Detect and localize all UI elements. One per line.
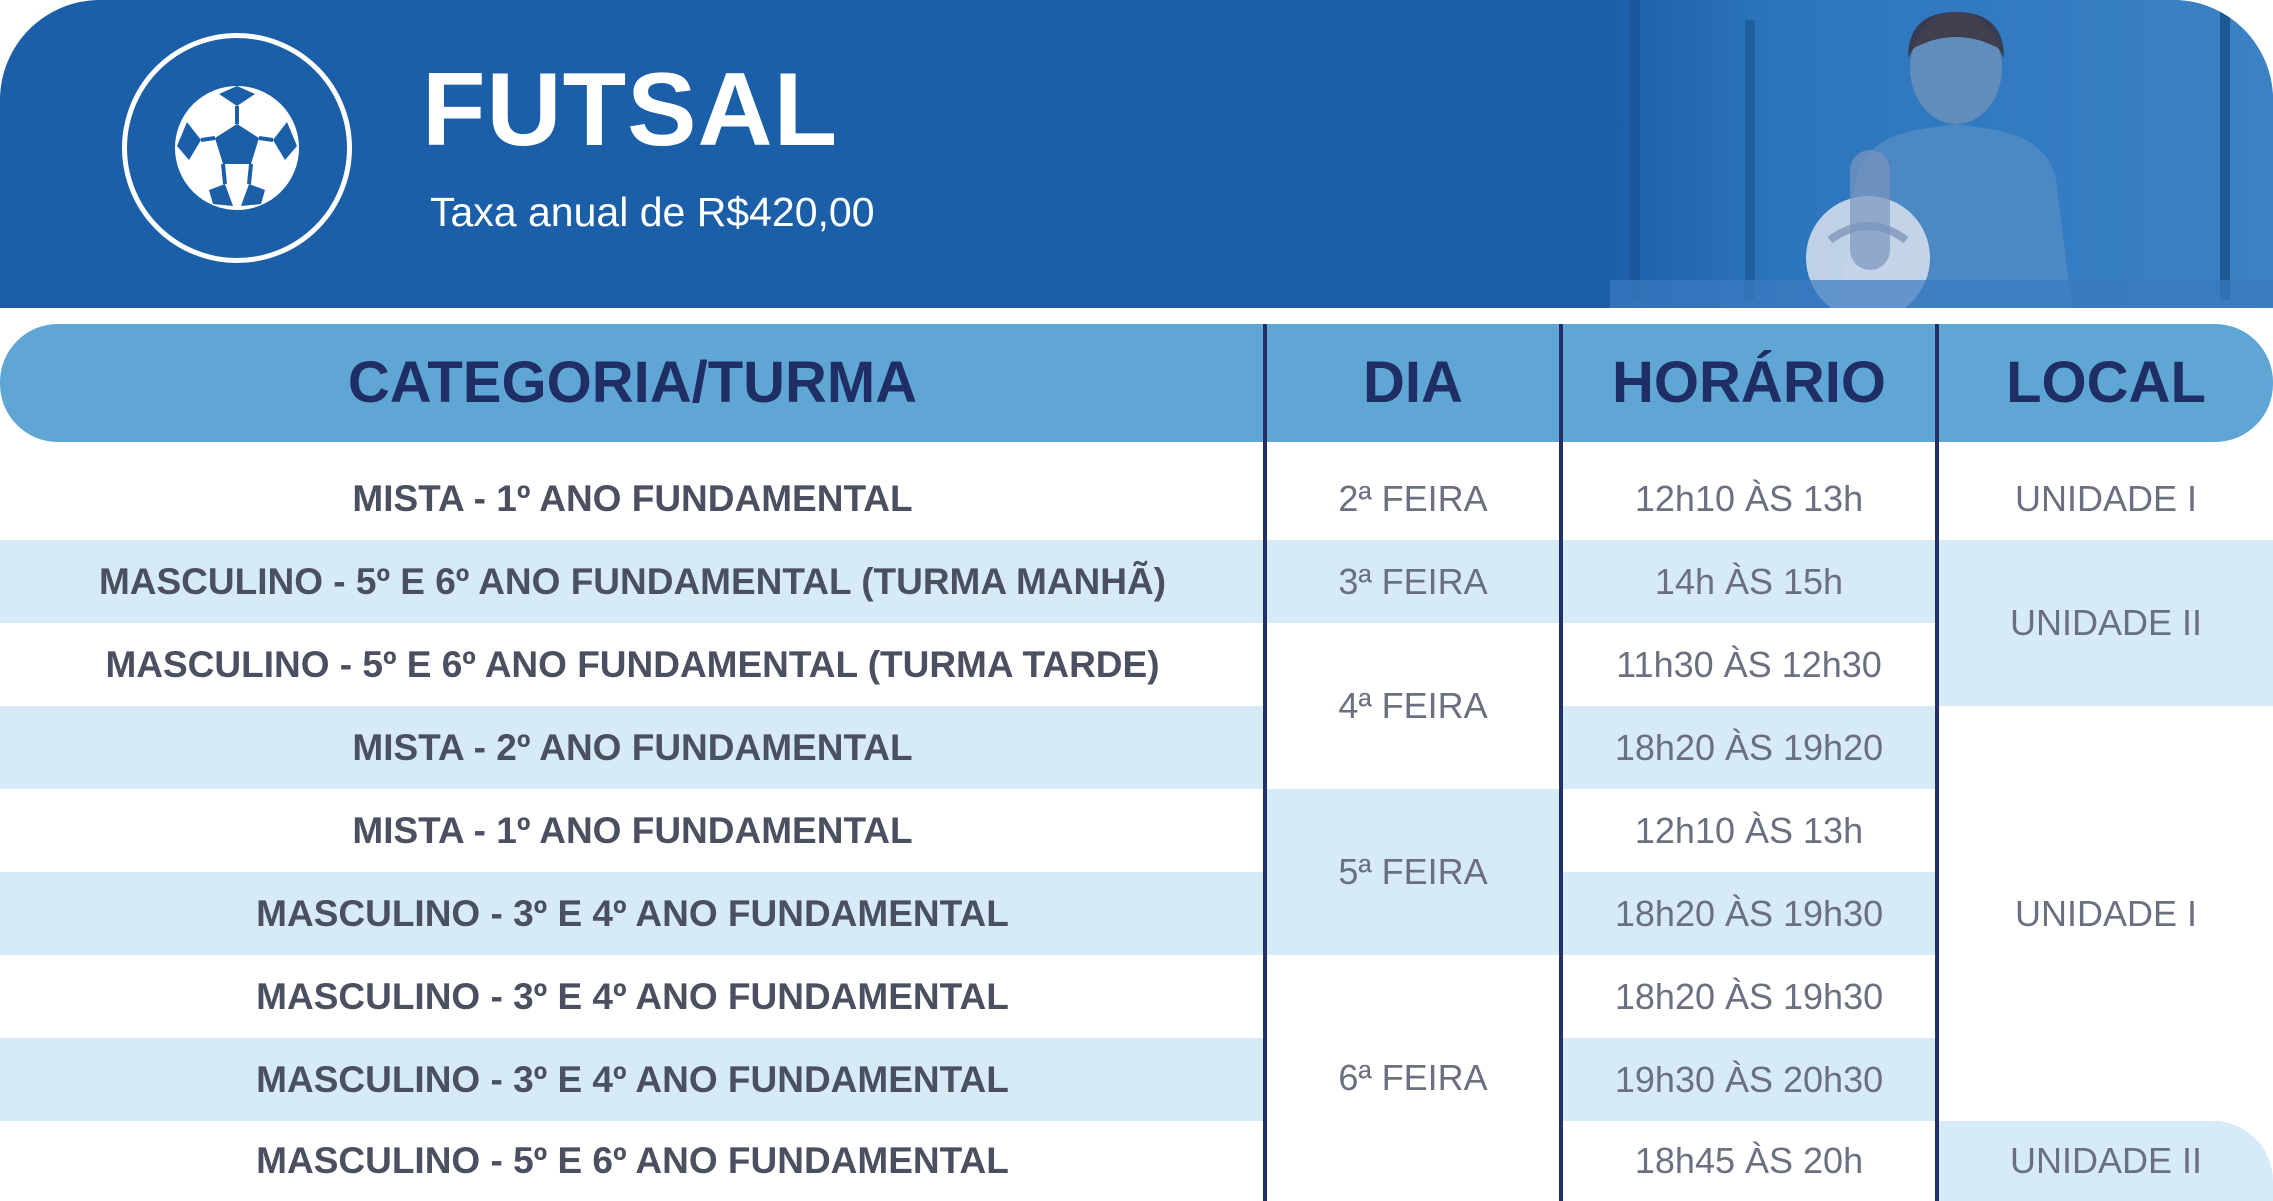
horario-cell: 18h20 ÀS 19h30 — [1563, 872, 1935, 955]
local-cell: UNIDADE I — [2014, 477, 2198, 519]
horario-cell: 19h30 ÀS 20h30 — [1563, 1038, 1935, 1121]
player-silhouette — [1760, 0, 2080, 308]
table-row-categoria: MISTA - 1º ANO FUNDAMENTAL — [352, 809, 913, 851]
table-row-categoria: MASCULINO - 3º E 4º ANO FUNDAMENTAL — [0, 872, 1265, 955]
column-header-local: LOCAL — [2006, 350, 2206, 415]
soccer-ball-icon — [169, 80, 305, 216]
table-row-categoria: MASCULINO - 5º E 6º ANO FUNDAMENTAL — [256, 1140, 1009, 1181]
dia-cell: 5ª FEIRA — [1267, 789, 1559, 955]
table-row-categoria: MISTA - 2º ANO FUNDAMENTAL — [0, 706, 1265, 789]
horario-cell: 12h10 ÀS 13h — [1634, 809, 1864, 851]
table-row-categoria: MISTA - 1º ANO FUNDAMENTAL — [352, 477, 913, 519]
soccer-ball-badge — [122, 33, 352, 263]
table-row-categoria: MASCULINO - 3º E 4º ANO FUNDAMENTAL — [256, 975, 1009, 1017]
table-row-categoria: MASCULINO - 3º E 4º ANO FUNDAMENTAL — [0, 1038, 1265, 1121]
table-row-categoria: MASCULINO - 5º E 6º ANO FUNDAMENTAL (TURMA MANHÃ) — [0, 540, 1265, 623]
header-banner — [0, 0, 2273, 308]
horario-cell: 12h10 ÀS 13h — [1634, 477, 1864, 519]
column-divider — [1559, 324, 1563, 1201]
dia-cell: 2ª FEIRA — [1338, 477, 1488, 519]
horario-cell: 18h45 ÀS 20h — [1634, 1140, 1864, 1181]
column-divider — [1935, 324, 1939, 1201]
horario-cell: 18h20 ÀS 19h30 — [1614, 975, 1884, 1017]
horario-cell: 18h20 ÀS 19h20 — [1563, 706, 1935, 789]
player-photo — [1610, 0, 2273, 308]
column-header-dia: DIA — [1363, 350, 1463, 415]
column-divider — [1263, 324, 1267, 1201]
dia-cell: 4ª FEIRA — [1338, 685, 1488, 726]
dia-cell: 3ª FEIRA — [1267, 540, 1559, 623]
table-row-categoria: MASCULINO - 5º E 6º ANO FUNDAMENTAL (TURMA TARDE) — [105, 643, 1160, 685]
dia-cell: 6ª FEIRA — [1338, 1057, 1488, 1098]
annual-fee: Taxa anual de R$420,00 — [430, 189, 875, 235]
local-cell: UNIDADE II — [1939, 540, 2273, 706]
horario-cell: 14h ÀS 15h — [1563, 540, 1935, 623]
column-header-categoria: CATEGORIA/TURMA — [347, 350, 918, 415]
local-cell: UNIDADE I — [2014, 892, 2198, 934]
page-title: FUTSAL — [422, 52, 839, 168]
horario-cell: 11h30 ÀS 12h30 — [1616, 643, 1882, 685]
column-header-horario: HORÁRIO — [1612, 350, 1886, 415]
local-cell: UNIDADE II — [1939, 1121, 2273, 1201]
